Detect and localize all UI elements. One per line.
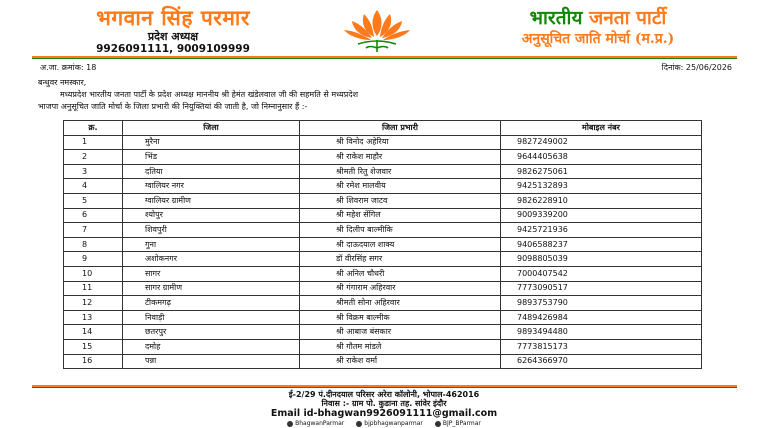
body-line-1: मध्यप्रदेश भारतीय जनता पार्टी के प्रदेश अध्यक्ष माननीय श्री हेमंत खंडेलवाल जी की सहमति से मध्यप्रदेश	[60, 90, 359, 99]
appointments-table	[63, 120, 702, 369]
mobile-number: 7000407542	[501, 266, 702, 281]
footer	[0, 390, 768, 428]
table-row	[64, 281, 702, 296]
president-name: भगवान सिंह परमार	[96, 5, 250, 30]
social-label: BhagwanParmar	[295, 420, 345, 427]
serial-number: 5	[64, 193, 123, 208]
social-label: bjpbhagwanparmar	[364, 420, 423, 427]
facebook-icon	[287, 421, 293, 427]
mobile-number: 7489426984	[501, 310, 702, 325]
district-name: दतिया	[123, 164, 300, 179]
incharge-name: श्री विक्रम बाल्मीक	[300, 310, 501, 325]
incharge-name: श्री आबाज बंसकार	[300, 325, 501, 340]
serial-number: 11	[64, 281, 123, 296]
district-name: गुना	[123, 237, 300, 252]
table-row	[64, 135, 702, 150]
district-name: श्योपुर	[123, 208, 300, 223]
incharge-name: श्री दिलीप बाल्मीकि	[300, 223, 501, 238]
mobile-number: 9893494480	[501, 325, 702, 340]
serial-number: 12	[64, 296, 123, 311]
instagram-icon	[356, 421, 362, 427]
table-header-row	[64, 121, 702, 136]
table-row	[64, 296, 702, 311]
party-name	[448, 6, 748, 30]
district-name: मुरैना	[123, 135, 300, 150]
footer-divider	[32, 385, 737, 388]
district-name: शिवपुरी	[123, 223, 300, 238]
party-name-part2: जनता पार्टी	[589, 7, 667, 29]
incharge-name: श्री अनिल चौधरी	[300, 266, 501, 281]
president-phones: 9926091111, 9009109999	[96, 43, 250, 55]
incharge-name: श्री रमेश मालवीय	[300, 179, 501, 194]
incharge-name: डॉ वीरसिंह सगर	[300, 252, 501, 267]
social-label: BJP_BParmar	[442, 420, 481, 427]
serial-number: 10	[64, 266, 123, 281]
incharge-name: श्रीमती सोना अहिरवार	[300, 296, 501, 311]
incharge-name: श्री राकेश माहौर	[300, 150, 501, 165]
letterhead-left	[38, 6, 308, 56]
serial-number: 6	[64, 208, 123, 223]
mobile-number: 9406588237	[501, 237, 702, 252]
mobile-number: 9009339200	[501, 208, 702, 223]
mobile-number: 6264366970	[501, 354, 702, 369]
table-row	[64, 237, 702, 252]
mobile-number: 9826228910	[501, 193, 702, 208]
district-name: ग्वालियर ग्रामीण	[123, 193, 300, 208]
serial-number: 9	[64, 252, 123, 267]
mobile-number: 7773815173	[501, 339, 702, 354]
serial-number: 3	[64, 164, 123, 179]
mobile-number: 9644405638	[501, 150, 702, 165]
incharge-name: श्री विनोद अहेरिया	[300, 135, 501, 150]
email-address: Email id-bhagwan9926091111@gmail.com	[270, 408, 498, 419]
reference-number: अ.जा. क्रमांक: 18	[40, 63, 97, 72]
table-row	[64, 179, 702, 194]
incharge-name: श्री महेश सेंगिल	[300, 208, 501, 223]
table-row	[64, 193, 702, 208]
twitter-icon	[435, 421, 441, 427]
district-name: निवाड़ी	[123, 310, 300, 325]
district-name: टीकमगढ़	[123, 296, 300, 311]
serial-number: 8	[64, 237, 123, 252]
table-row	[64, 150, 702, 165]
district-name: पन्ना	[123, 354, 300, 369]
mobile-number: 9893753790	[501, 296, 702, 311]
header-serial: क्र.	[64, 121, 123, 136]
office-address: ई-2/29 पं.दीनदयाल परिसर अरेरा कॉलोनी, भोपाल-462016	[288, 390, 480, 399]
mobile-number: 9826275061	[501, 164, 702, 179]
table-row	[64, 354, 702, 369]
mobile-number: 9098805039	[501, 252, 702, 267]
district-name: सागर ग्रामीण	[123, 281, 300, 296]
salutation: बन्धुवर नमस्कार,	[38, 78, 87, 87]
table-row	[64, 208, 702, 223]
incharge-name: श्री शिवराम जाटव	[300, 193, 501, 208]
incharge-name: श्रीमती रितु शेजवार	[300, 164, 501, 179]
header-district: जिला	[123, 121, 300, 136]
table-row	[64, 223, 702, 238]
district-name: छतरपुर	[123, 325, 300, 340]
district-name: अशोकनगर	[123, 252, 300, 267]
district-name: दमोह	[123, 339, 300, 354]
header-divider	[32, 56, 737, 59]
table-row	[64, 325, 702, 340]
table-row	[64, 266, 702, 281]
lotus-icon	[340, 4, 414, 54]
letter-date: दिनांक: 25/06/2026	[661, 63, 732, 72]
header-incharge: जिला प्रभारी	[300, 121, 501, 136]
serial-number: 14	[64, 325, 123, 340]
incharge-name: श्री गौतम मांडले	[300, 339, 501, 354]
district-name: सागर	[123, 266, 300, 281]
body-line-2: भाजपा अनुसूचित जाति मोर्चा के जिला प्रभारी की नियुक्तियां की जाती है, जो निम्नानुसार हैं :-	[38, 102, 308, 111]
district-name: भिंड	[123, 150, 300, 165]
incharge-name: श्री दाऊदयाल शाक्य	[300, 237, 501, 252]
mobile-number: 9425721936	[501, 223, 702, 238]
residence-address: निवास :- ग्राम पो. कुडाना तह. सांवेर इंदौर	[321, 399, 447, 408]
serial-number: 7	[64, 223, 123, 238]
district-name: ग्वालियर नगर	[123, 179, 300, 194]
incharge-name: श्री गंगाराम अहिरवार	[300, 281, 501, 296]
serial-number: 4	[64, 179, 123, 194]
table-row	[64, 164, 702, 179]
morcha-name: अनुसूचित जाति मोर्चा (म.प्र.)	[521, 31, 675, 47]
table-row	[64, 252, 702, 267]
table-row	[64, 339, 702, 354]
mobile-number: 9425132893	[501, 179, 702, 194]
mobile-number: 9827249002	[501, 135, 702, 150]
mobile-number: 7773090517	[501, 281, 702, 296]
header-mobile: मोबाइल नंबर	[501, 121, 702, 136]
letterhead-right	[448, 6, 748, 48]
serial-number: 2	[64, 150, 123, 165]
table-row	[64, 310, 702, 325]
serial-number: 13	[64, 310, 123, 325]
serial-number: 15	[64, 339, 123, 354]
president-designation: प्रदेश अध्यक्ष	[147, 30, 199, 43]
serial-number: 1	[64, 135, 123, 150]
party-name-part1: भारतीय	[529, 7, 583, 29]
incharge-name: श्री राकेश वर्मा	[300, 354, 501, 369]
serial-number: 16	[64, 354, 123, 369]
